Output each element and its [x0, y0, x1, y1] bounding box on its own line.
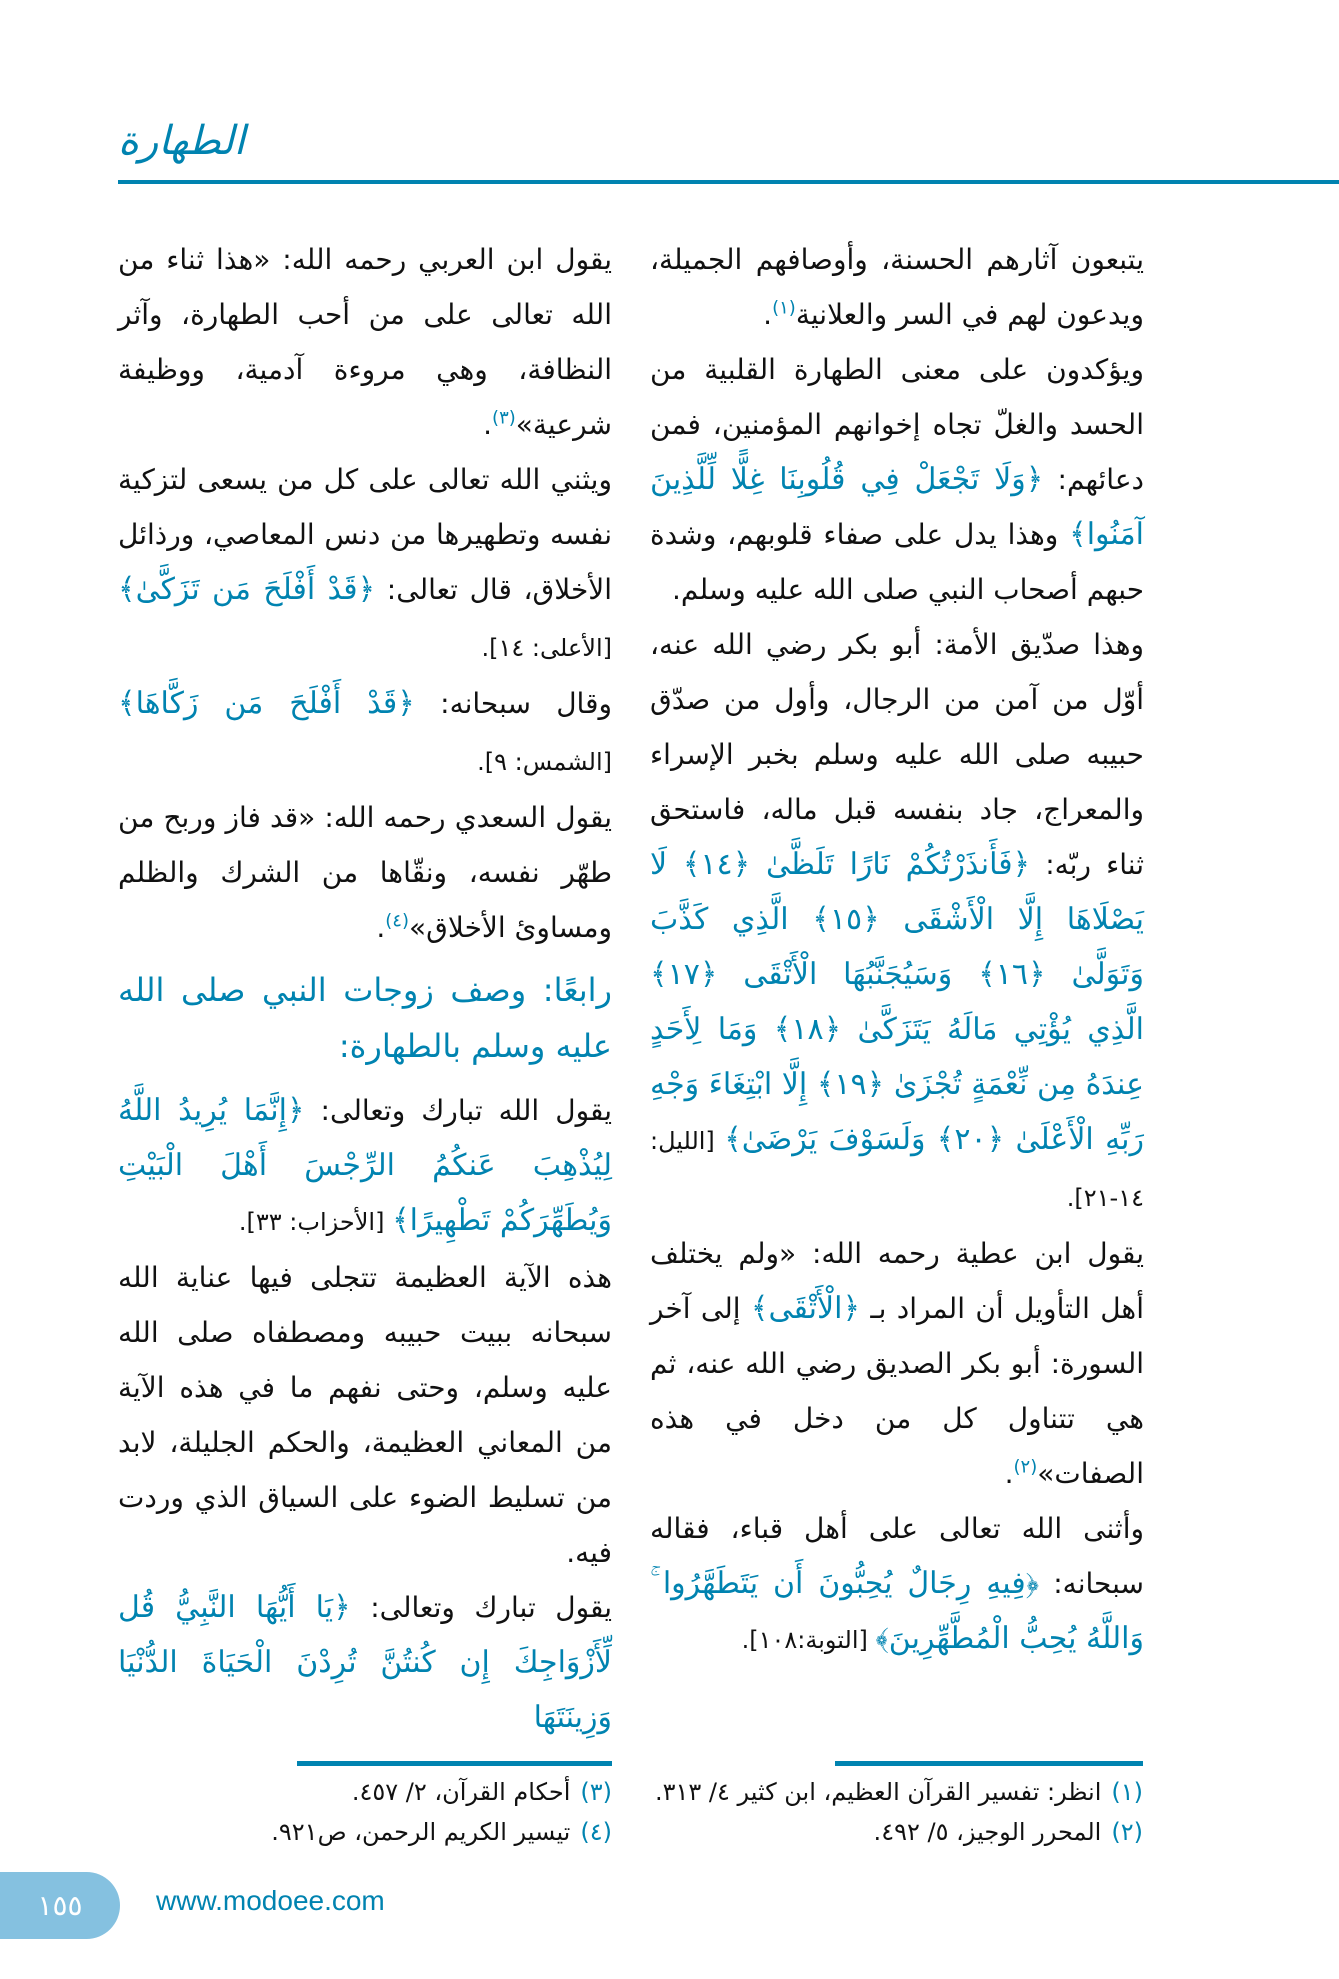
verse-reference: [الأحزاب: ٣٣].	[238, 1208, 393, 1236]
footnote-number: (٣)	[580, 1778, 612, 1806]
paragraph	[118, 1580, 612, 1745]
paragraph-text: ويثني الله تعالى على كل من يسعى لتزكية نفسه وتطهيرها من دنس المعاصي، ورذائل الأخلاق، قال تعالى:	[118, 463, 613, 606]
footnote-text: تيسير الكريم الرحمن، ص٩٢١.	[271, 1818, 571, 1846]
paragraph-text: يتبعون آثارهم الحسنة، وأوصافهم الجميلة، ويدعون لهم في السر والعلانية	[650, 243, 1144, 331]
quran-verse: ﴿فِيهِ رِجَالٌ يُحِبُّونَ أَن يَتَطَهَّرُوا ۚ وَاللَّهُ يُحِبُّ الْمُطَّهِّرِينَ﴾	[650, 1566, 1144, 1656]
paragraph-text: .	[483, 408, 493, 441]
section-heading: رابعًا: وصف زوجات النبي صلى الله عليه وسلم بالطهارة:	[118, 971, 612, 1065]
paragraph-text: إلى آخر السورة: أبو بكر الصديق رضي الله عنه، ثم هي تتناول كل من دخل في هذه الصفات»	[650, 1292, 1144, 1490]
verse-reference: [الليل: ١٤-٢١].	[650, 1127, 1144, 1212]
paragraph-text: وقال سبحانه:	[414, 687, 612, 720]
paragraph	[118, 790, 612, 955]
verse-reference: [الأعلى: ١٤].	[481, 634, 612, 662]
quran-verse: ﴿قَدْ أَفْلَحَ مَن تَزَكَّىٰ﴾	[118, 572, 376, 607]
paragraph-text: يقول ابن العربي رحمه الله: «هذا ثناء من الله تعالى على من أحب الطهارة، وآثر النظافة، وهي مروءة آدمية، ووظيفة شرعية»	[118, 243, 612, 441]
paragraph	[118, 1250, 612, 1580]
chapter-title: الطهارة	[118, 118, 246, 164]
paragraph-text: .	[1004, 1457, 1014, 1490]
quran-verse: ﴿إِنَّمَا يُرِيدُ اللَّهُ لِيُذْهِبَ عَنكُمُ الرِّجْسَ أَهْلَ الْبَيْتِ وَيُطَهِّرَكُمْ تَطْهِيرًا﴾	[118, 1093, 612, 1238]
paragraph-text: وهذا يدل على صفاء قلوبهم، وشدة حبهم أصحاب النبي صلى الله عليه وسلم.	[650, 518, 1144, 606]
paragraph-text: يقول ابن عطية رحمه الله: «ولم يختلف أهل التأويل أن المراد بـ	[650, 1237, 1144, 1325]
quran-verse: ﴿فَأَنذَرْتُكُمْ نَارًا تَلَظَّىٰ ﴿١٤﴾ لَا يَصْلَاهَا إِلَّا الْأَشْقَى ﴿١٥﴾ الَّذِي كَذَّبَ وَتَوَلَّىٰ ﴿١٦﴾ وَسَيُجَنَّبُهَا الْأَتْقَى ﴿١٧﴾ الَّذِي يُؤْتِي مَالَهُ يَتَزَكَّىٰ ﴿١٨﴾ وَمَا لِأَحَدٍ عِندَهُ مِن نِّعْمَةٍ تُجْزَىٰ ﴿١٩﴾ إِلَّا ابْتِغَاءَ وَجْهِ رَبِّهِ الْأَعْلَىٰ ﴿٢٠﴾ وَلَسَوْفَ يَرْضَىٰ﴾	[650, 847, 1145, 1157]
footnote-2	[643, 1812, 1143, 1852]
left-column	[118, 232, 612, 1745]
paragraph	[118, 452, 612, 676]
section-heading	[118, 963, 612, 1075]
paragraph	[650, 1501, 1144, 1668]
verse-reference: [الشمس: ٩].	[477, 748, 612, 776]
quran-verse: ﴿الْأَتْقَى﴾	[750, 1291, 861, 1326]
footnote-4	[112, 1812, 612, 1852]
footnote-number: (٢)	[1111, 1818, 1143, 1846]
verse-reference: [التوبة:١٠٨].	[741, 1626, 876, 1654]
footnote-number: (٤)	[580, 1818, 612, 1846]
right-column	[650, 232, 1144, 1668]
footnote-marker: (١)	[772, 297, 796, 319]
quran-verse: ﴿قَدْ أَفْلَحَ مَن زَكَّاهَا﴾	[118, 686, 415, 721]
paragraph	[650, 232, 1144, 342]
paragraph-text: .	[763, 298, 773, 331]
footnote-text: أحكام القرآن، ٢/ ٤٥٧.	[351, 1778, 571, 1806]
paragraph	[118, 232, 612, 452]
page-number: ١٥٥	[0, 1872, 120, 1939]
paragraph-text: يقول الله تبارك وتعالى:	[304, 1094, 612, 1127]
paragraph-text: يقول تبارك وتعالى:	[350, 1591, 612, 1624]
footnote-text: انظر: تفسير القرآن العظيم، ابن كثير ٤/ ٣١٣.	[654, 1778, 1102, 1806]
footnote-marker: (٢)	[1013, 1456, 1038, 1478]
footnote-divider-left	[297, 1761, 612, 1766]
paragraph-text: .	[376, 911, 386, 944]
header-divider	[118, 180, 1339, 184]
paragraph-text: ويؤكدون على معنى الطهارة القلبية من الحسد والغلّ تجاه إخوانهم المؤمنين، فمن دعائهم:	[650, 353, 1144, 496]
footnote-number: (١)	[1111, 1778, 1143, 1806]
footnote-marker: (٤)	[385, 910, 409, 932]
paragraph	[650, 1226, 1144, 1501]
website-link[interactable]: www.modoee.com	[156, 1885, 385, 1916]
paragraph	[650, 617, 1144, 1226]
paragraph	[650, 342, 1144, 617]
footnote-marker: (٣)	[492, 407, 516, 429]
footnote-divider-right	[835, 1761, 1143, 1766]
footnote-1	[643, 1772, 1143, 1812]
paragraph	[118, 676, 612, 790]
paragraph-text: وأثنى الله تعالى على أهل قباء، فقاله سبحانه:	[650, 1512, 1145, 1600]
paragraph-text: يقول السعدي رحمه الله: «قد فاز وربح من طهّر نفسه، ونقّاها من الشرك والظلم ومساوئ الأخلاق»	[118, 801, 612, 944]
paragraph-text: هذه الآية العظيمة تتجلى فيها عناية الله سبحانه ببيت حبيبه ومصطفاه صلى الله عليه وسلم، وحتى نفهم ما في هذه الآية من المعاني العظيمة، والحكم الجليلة، لابد من تسليط الضوء على السياق الذي وردت فيه.	[118, 1261, 612, 1569]
footnote-text: المحرر الوجيز، ٥/ ٤٩٢.	[873, 1818, 1102, 1846]
footnote-3	[112, 1772, 612, 1812]
footnotes-left	[112, 1772, 612, 1852]
paragraph	[118, 1083, 612, 1250]
paragraph-text: وهذا صدّيق الأمة: أبو بكر رضي الله عنه، أوّل من آمن من الرجال، وأول من صدّق حبيبه صلى الله عليه وسلم بخبر الإسراء والمعراج، جاد بنفسه قبل ماله، فاستحق ثناء ربّه:	[650, 628, 1145, 881]
quran-verse: ﴿يَا أَيُّهَا النَّبِيُّ قُل لِّأَزْوَاجِكَ إِن كُنتُنَّ تُرِدْنَ الْحَيَاةَ الدُّنْيَا وَزِينَتَهَا	[118, 1590, 612, 1735]
footnotes-right	[643, 1772, 1143, 1852]
quran-verse: ﴿وَلَا تَجْعَلْ فِي قُلُوبِنَا غِلًّا لِّلَّذِينَ آمَنُوا﴾	[650, 462, 1144, 552]
